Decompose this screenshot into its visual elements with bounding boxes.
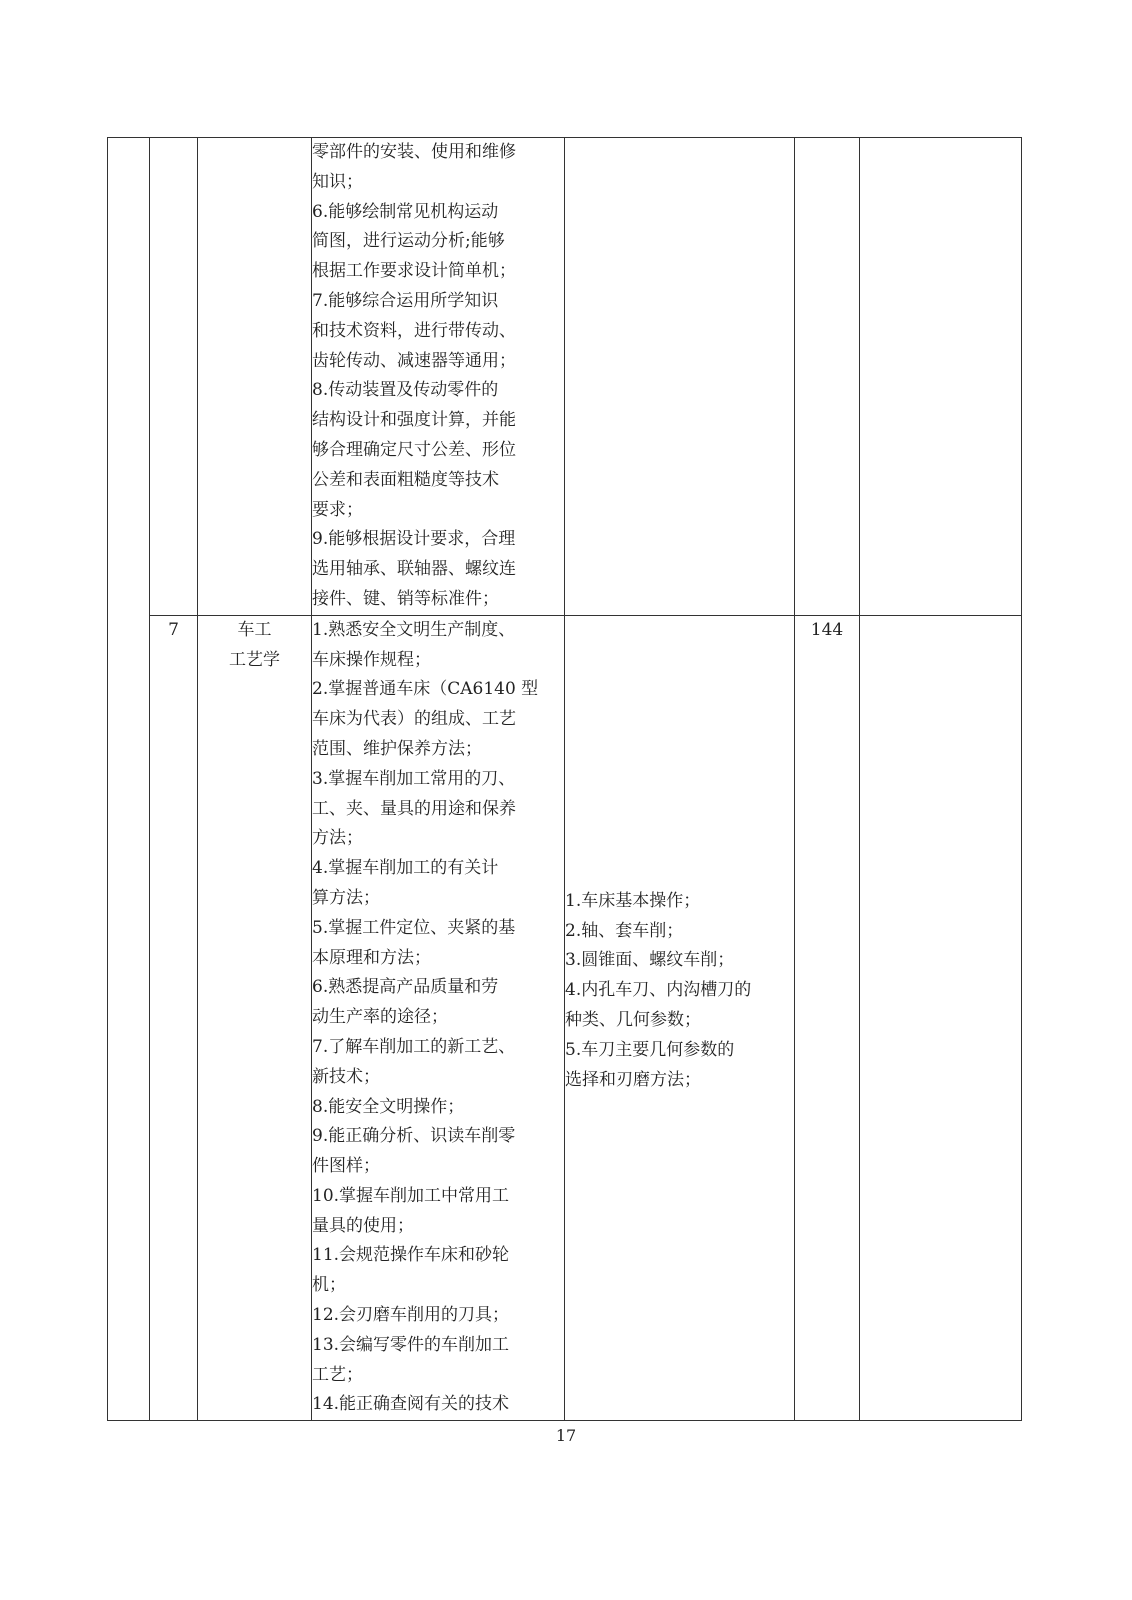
requirements-cell: [312, 138, 565, 616]
requirement-line: 量具的使用；: [312, 1215, 414, 1236]
requirement-line: 简图，进行运动分析;能够: [312, 231, 505, 252]
requirement-line: 3.掌握车削加工常用的刀、: [312, 768, 516, 789]
requirement-line: 动生产率的途径；: [312, 1007, 448, 1028]
requirement-line: 7.能够综合运用所学知识: [312, 290, 499, 311]
requirement-line: 工、夹、量具的用途和保养: [312, 798, 516, 819]
table-row-7: [108, 615, 1022, 1421]
index-cell: [150, 138, 198, 616]
requirements-cell: [312, 615, 565, 1421]
requirement-line: 新技术；: [312, 1066, 380, 1087]
requirement-line: 方法；: [312, 828, 363, 849]
content-line: 选择和刃磨方法；: [565, 1069, 701, 1090]
requirement-line: 结构设计和强度计算，并能: [312, 410, 516, 431]
requirement-line: 接件、键、销等标准件；: [312, 588, 499, 609]
category-cell: [108, 138, 150, 1421]
content-list: [565, 887, 794, 1096]
requirement-line: 10.掌握车削加工中常用工: [312, 1185, 510, 1206]
requirement-line: 11.会规范操作车床和砂轮: [312, 1245, 510, 1266]
requirement-line: 本原理和方法；: [312, 947, 431, 968]
course-table: [107, 137, 1022, 1421]
requirement-line: 车床操作规程；: [312, 649, 431, 670]
requirement-line: 工艺；: [312, 1364, 363, 1385]
hours-cell: [795, 138, 860, 616]
requirement-line: 车床为代表）的组成、工艺: [312, 709, 516, 730]
requirement-line: 4.掌握车削加工的有关计: [312, 858, 499, 879]
content-line: 2.轴、套车削；: [565, 920, 684, 941]
requirement-line: 范围、维护保养方法；: [312, 738, 482, 759]
content-cell: [565, 138, 795, 616]
requirement-line: 6.熟悉提高产品质量和劳: [312, 977, 499, 998]
requirement-line: 5.掌握工件定位、夹紧的基: [312, 917, 516, 938]
requirement-line: 14.能正确查阅有关的技术: [312, 1394, 510, 1415]
requirement-line: 算方法；: [312, 887, 380, 908]
remarks-cell: [860, 138, 1022, 616]
requirement-line: 8.能安全文明操作；: [312, 1096, 465, 1117]
content-line: 3.圆锥面、螺纹车削；: [565, 950, 735, 971]
requirement-line: 零部件的安装、使用和维修: [312, 142, 516, 162]
requirement-line: 2.掌握普通车床（CA6140 型: [312, 679, 539, 700]
index-cell: 7: [150, 615, 198, 1421]
requirement-line: 9.能够根据设计要求，合理: [312, 529, 516, 550]
requirement-line: 公差和表面粗糙度等技术: [312, 469, 499, 490]
content-line: 种类、几何参数；: [565, 1009, 701, 1030]
course-name-cell: [198, 615, 312, 1421]
requirement-line: 齿轮传动、减速器等通用；: [312, 350, 516, 371]
content-cell: [565, 615, 795, 1421]
requirement-line: 根据工作要求设计简单机；: [312, 261, 516, 282]
requirement-line: 知识；: [312, 171, 363, 192]
requirement-line: 要求；: [312, 499, 363, 520]
requirement-line: 7.了解车削加工的新工艺、: [312, 1036, 516, 1057]
requirement-line: 机；: [312, 1275, 346, 1296]
requirement-line: 选用轴承、联轴器、螺纹连: [312, 559, 516, 580]
requirement-line: 件图样；: [312, 1156, 380, 1177]
content-line: 4.内孔车刀、内沟槽刀的: [565, 980, 752, 1001]
requirement-line: 13.会编写零件的车削加工: [312, 1334, 510, 1355]
table-row-continued: [108, 138, 1022, 616]
content-line: 1.车床基本操作；: [565, 890, 701, 911]
remarks-cell: [860, 615, 1022, 1421]
requirement-line: 12.会刃磨车削用的刀具；: [312, 1305, 510, 1326]
course-name-line: 工艺学: [229, 649, 280, 670]
course-name-line: 车工: [237, 619, 272, 640]
page-number: 17: [555, 1426, 577, 1445]
hours-cell: 144: [795, 615, 860, 1421]
requirement-line: 6.能够绘制常见机构运动: [312, 201, 499, 222]
requirement-line: 9.能正确分析、识读车削零: [312, 1126, 516, 1147]
course-name-cell: [198, 138, 312, 616]
requirement-line: 1.熟悉安全文明生产制度、: [312, 619, 516, 640]
requirement-line: 8.传动装置及传动零件的: [312, 380, 499, 401]
requirement-line: 够合理确定尺寸公差、形位: [312, 439, 516, 460]
content-line: 5.车刀主要几何参数的: [565, 1039, 735, 1060]
requirement-line: 和技术资料，进行带传动、: [312, 320, 516, 341]
